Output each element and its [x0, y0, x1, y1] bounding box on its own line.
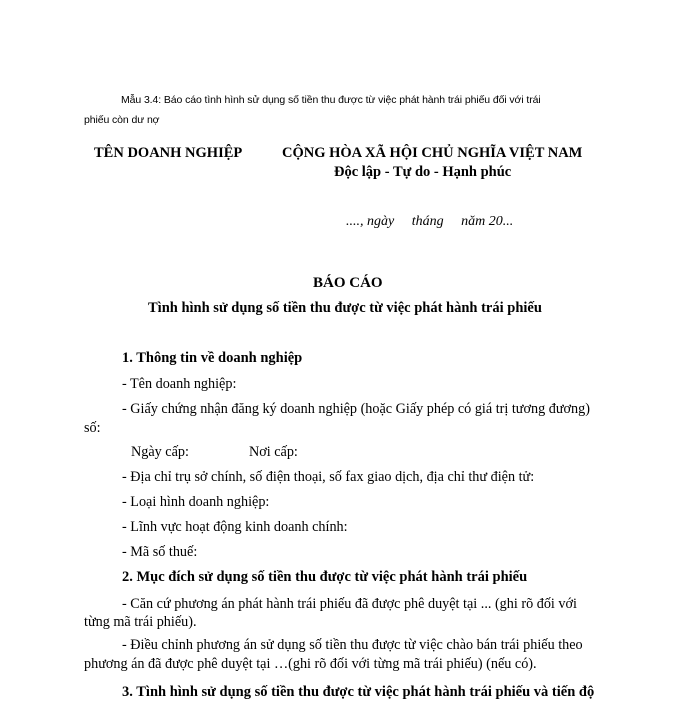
field-business-field: - Lĩnh vực hoạt động kinh doanh chính:	[122, 519, 348, 535]
country-name: CỘNG HÒA XÃ HỘI CHỦ NGHĨA VIỆT NAM	[282, 145, 583, 161]
date-line: ...., ngày tháng năm 20...	[346, 214, 514, 229]
field-issue-date: Ngày cấp:	[131, 444, 189, 460]
field-registration-cert: - Giấy chứng nhận đăng ký doanh nghiệp (hoặc Giấy phép có giá trị tương đương)	[122, 401, 590, 417]
section-3-heading: 3. Tình hình sử dụng số tiền thu được từ việc phát hành trái phiếu và tiến độ	[122, 684, 595, 700]
section-2-paragraph-2-line-2: phương án đã được phê duyệt tại …(ghi rõ đối với từng mã trái phiếu) (nếu có).	[84, 656, 537, 672]
report-subtitle: Tình hình sử dụng số tiền thu được từ việc phát hành trái phiếu	[148, 300, 542, 316]
field-company-name: - Tên doanh nghiệp:	[122, 376, 237, 392]
company-label: TÊN DOANH NGHIỆP	[94, 145, 243, 161]
section-1-heading: 1. Thông tin về doanh nghiệp	[122, 350, 303, 366]
section-2-paragraph-2-line-1: - Điều chỉnh phương án sử dụng số tiền thu được từ việc chào bán trái phiếu theo	[122, 637, 583, 653]
field-address-contact: - Địa chỉ trụ sở chính, số điện thoại, số fax giao dịch, địa chỉ thư điện tử:	[122, 469, 535, 485]
section-2-paragraph-1-line-2: từng mã trái phiếu).	[84, 614, 197, 630]
report-title: BÁO CÁO	[313, 275, 383, 291]
field-registration-number: số:	[84, 420, 101, 436]
section-2-paragraph-1-line-1: - Căn cứ phương án phát hành trái phiếu đã được phê duyệt tại ... (ghi rõ đối với	[122, 596, 577, 612]
field-business-type: - Loại hình doanh nghiệp:	[122, 494, 270, 510]
field-tax-code: - Mã số thuế:	[122, 544, 198, 560]
form-note-line-1: Mẫu 3.4: Báo cáo tình hình sử dụng số tiền thu được từ việc phát hành trái phiếu đối với trái	[121, 94, 541, 106]
national-motto: Độc lập - Tự do - Hạnh phúc	[334, 164, 512, 180]
form-note-line-2: phiếu còn dư nợ	[84, 114, 160, 126]
section-2-heading: 2. Mục đích sử dụng số tiền thu được từ việc phát hành trái phiếu	[122, 569, 528, 585]
field-issue-place: Nơi cấp:	[249, 444, 298, 460]
